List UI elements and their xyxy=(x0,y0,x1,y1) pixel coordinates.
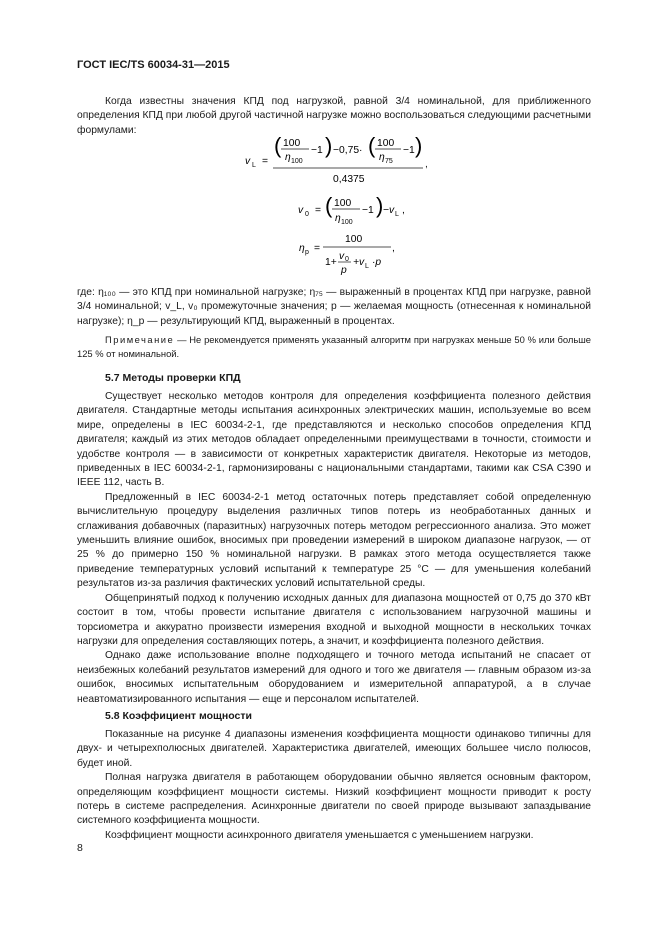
f2-tail-sub: L xyxy=(395,211,399,218)
section-5-8-p1: Показанные на рисунке 4 диапазоны изменения коэффициента мощности одинаково типичны для двух- и четырехполюсных двигателей. Характеристика двигателей, имеющих большее число полюсов, будет иной. xyxy=(77,729,591,769)
f1-paren-close: ) xyxy=(325,133,333,158)
f3-lhs: η xyxy=(299,243,305,254)
section-5-7-p1: Существует несколько методов контроля для определения коэффициента полезного действия двигателя. Стандартные методы испытания асинхронных электрических машин, используемые во всем мире, определены в IEC 60034-2-1, где представляются и несколько способов определения КПД двигателя; каждый из этих методов обладает определенными преимуществами в точности, стоимости и удобстве контроля — в зависимости от конкретных характеристик двигателя. Некоторые из методов, приведенных в IEC 60034-2-1, гармонизированы с национальными стандартами, такими как CSA C390 и IEEE 112, часть B. xyxy=(77,391,591,489)
formula-v0-svg xyxy=(298,194,408,230)
page-number: 8 xyxy=(77,842,83,854)
where-paragraph: где: η₁₀₀ — это КПД при номинальной нагрузке; η₇₅ — выраженный в процентах КПД при нагрузке, равной 3/4 номинальной; v_L, v₀ промежуточные значения; p — желаемая мощность (отнесенная к номинальной нагрузке); η_p — результирующий КПД, выраженный в процентах. xyxy=(77,287,591,327)
f2-lhs-sub: 0 xyxy=(305,211,309,218)
f3-den-b-sub: L xyxy=(365,263,369,270)
f1-den2: η xyxy=(379,152,385,163)
section-5-8-p3: Коэффициент мощности асинхронного двигателя уменьшается с уменьшением нагрузки. xyxy=(105,829,534,841)
f1-paren2-open: ( xyxy=(368,133,376,158)
formula-v0 xyxy=(298,194,408,233)
f3-frac-num: v xyxy=(339,251,345,262)
f2-paren-open: ( xyxy=(325,194,333,218)
f1-paren-open: ( xyxy=(274,133,282,158)
note-text: — Не рекомендуется применять указанный алгоритм при нагрузках меньше 50 % или больше 125 % от номинальной. xyxy=(77,334,591,359)
section-5-7-body xyxy=(77,390,591,707)
f1-minus-one: −1 xyxy=(311,145,323,156)
f1-minus-one-b: −1 xyxy=(403,145,415,156)
formula-eta-p xyxy=(299,232,399,281)
section-5-7-p3: Общепринятый подход к получению исходных данных для диапазона мощностей от 0,75 до 370 кВт состоит в том, чтобы провести испытание двигателя с использованием нагрузочной машины и торсиометра и аккуратно произвести измерения входной и выходной мощности в нескольких точках нагрузки для определения составляющих потерь, а значит, и коэффициента полезного действия. xyxy=(77,592,591,647)
f2-den: η xyxy=(335,213,341,224)
f3-frac-num-sub: 0 xyxy=(345,256,349,263)
f3-den-a: 1+ xyxy=(325,257,337,268)
section-5-7-heading: 5.7 Методы проверки КПД xyxy=(105,372,241,384)
f1-lhs-sub: L xyxy=(252,162,256,169)
f1-eq: = xyxy=(262,156,269,167)
section-5-7-p4: Однако даже использование вполне подходящего и точного метода испытаний не спасает от неизбежных колебаний результатов измерений для одного и того же двигателя — главным образом из-за ошибок, вносимых испытательным оборудованием и измерительной аппаратурой, а в случае неавтоматизированного испытания — еще и персоналом испытателей. xyxy=(77,650,591,705)
section-5-8-heading: 5.8 Коэффициент мощности xyxy=(105,710,252,722)
f1-lhs: v xyxy=(245,156,251,167)
document-header: ГОСТ IEC/TS 60034-31—2015 xyxy=(77,59,230,71)
f2-comma: , xyxy=(402,205,405,216)
f1-paren2-close: ) xyxy=(415,133,423,158)
note-label: Примечание xyxy=(105,334,175,345)
f3-lhs-sub: p xyxy=(305,249,309,256)
f2-minus-one: −1 xyxy=(362,205,374,216)
f1-den2-sub: 75 xyxy=(385,158,393,165)
intro-paragraph: Когда известны значения КПД под нагрузкой, равной 3/4 номинальной, для приближенного определения КПД при любой другой частичной нагрузке можно воспользоваться следующими расчетными формулами: xyxy=(77,96,591,136)
f3-numerator: 100 xyxy=(345,234,363,245)
f3-comma: , xyxy=(392,243,395,254)
section-5-8-p2: Полная нагрузка двигателя в работающем оборудовании обычно является основным фактором, определяющим коэффициент мощности системы. Низкий коэффициент мощности приводит к росту потерь в системе распределения. Асинхронные двигатели по своей природе вызывают запаздывание системного коэффициента мощности. xyxy=(77,772,591,827)
f2-lhs: v xyxy=(298,205,304,216)
f2-den-sub: 100 xyxy=(341,219,353,226)
f1-num1: 100 xyxy=(283,138,301,149)
section-5-7-p2: Предложенный в IEC 60034-2-1 метод остаточных потерь представляет собой определенную вычислительную процедуру выделения различных типов потерь из необработанных данных и сглаживания добавочных (паразитных) нагрузочных потерь методом регрессионного анализа. Это может уменьшить влияние ошибок, вносимых при проведении измерений в широком диапазоне нагрузок, — от 25 % до примерно 150 % номинальной нагрузки. В рамках этого метода осуществляется также приведение температурных условий испытаний к температуре 25 °C — для уменьшения колебаний результатов из-за различия фактических условий испытательной среды. xyxy=(77,491,591,590)
f3-den-b: +v xyxy=(353,257,365,268)
f2-eq: = xyxy=(315,205,322,216)
f2-num: 100 xyxy=(334,198,352,209)
f2-tail: −v xyxy=(383,205,395,216)
formula-eta-p-svg xyxy=(299,232,399,278)
note-block xyxy=(77,333,591,360)
formula-vl xyxy=(245,132,425,193)
f3-den-c: ·p xyxy=(372,257,382,268)
f2-paren-close: ) xyxy=(376,194,384,218)
f1-denominator: 0,4375 xyxy=(333,174,365,185)
f1-num2: 100 xyxy=(377,138,395,149)
formula-vl-svg xyxy=(245,132,425,190)
f1-comma: , xyxy=(425,159,428,170)
f1-den1-sub: 100 xyxy=(291,158,303,165)
f1-mid: −0,75· xyxy=(333,145,363,156)
f1-den1: η xyxy=(285,152,291,163)
section-5-8-body xyxy=(77,728,591,843)
f3-eq: = xyxy=(314,243,321,254)
f3-frac-den: p xyxy=(341,265,347,276)
